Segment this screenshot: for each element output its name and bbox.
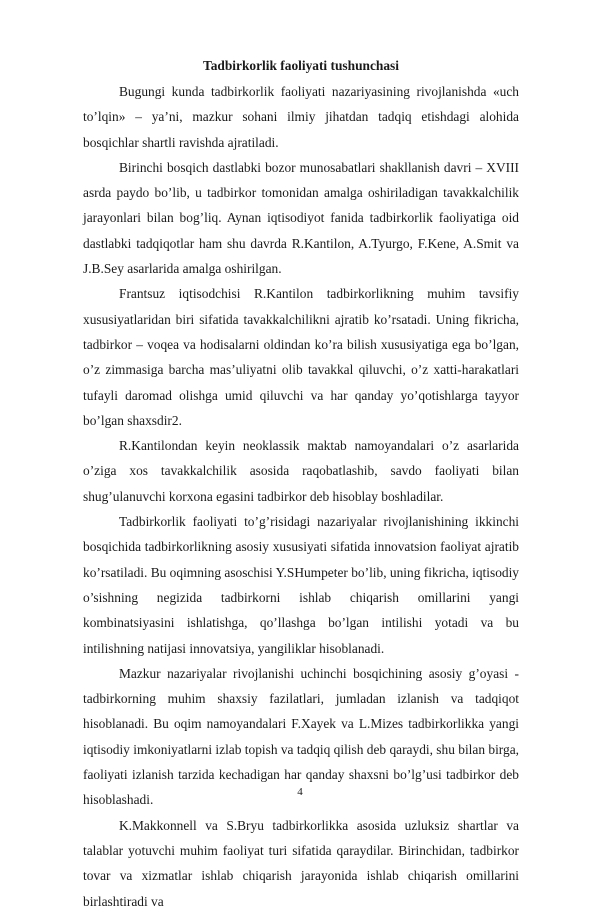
paragraph-4: R.Kantilondan keyin neoklassik maktab namoyandalari o’z asarlarida o’ziga xos tavakkalchilik asosida raqobatlashib, savdo faoliyati bilan shug’ulanuvchi korxona egasini tadbirkor deb hisoblay boshladilar.	[83, 438, 519, 504]
paragraph-3: Frantsuz iqtisodchisi R.Kantilon tadbirkorlikning muhim tavsifiy xususiyatlaridan biri sifatida tavakkalchilikni ajratib ko’rsatadi. Uning fikricha, tadbirkor – voqea va hodisalarni oldindan ko’ra bilish xususiyatiga ega bo’lgan, o’z zimmasiga barcha mas’uliyatni olib tavakkal qiluvchi, o’z xatti-harakatlari tufayli daromad olishga umid qiluvchi va har qanday yo’qotishlarga tayyor bo’lgan shaxsdir2.	[83, 286, 519, 428]
page-number: 4	[297, 786, 303, 798]
paragraph-5: Tadbirkorlik faoliyati to’g’risidagi nazariyalar rivojlanishining ikkinchi bosqichida tadbirkorlikning asosiy xususiyati sifatida innovatsion faoliyat ajratib ko’rsatiladi. Bu oqimning asoschisi Y.SHumpeter bo’lib, uning fikricha, iqtisodiy o’sishning negizida tadbirkorni ishlab chiqarish omillarini yangi kombinatsiyasini ishlatishga, qo’llashga bo’lgan intilishi yotadi va bu intilishning natijasi innovatsiya, yangiliklar hisoblanadi.	[83, 514, 519, 656]
paragraph-1: Bugungi kunda tadbirkorlik faoliyati nazariyasining rivojlanishda «uch to’lqin» – ya’ni, mazkur sohani ilmiy jihatdan tadqiq etishdagi alohida bosqichlar shartli ravishda ajratiladi.	[83, 84, 519, 150]
page-title: Tadbirkorlik faoliyati tushunchasi	[203, 58, 399, 73]
paragraph-6: Mazkur nazariyalar rivojlanishi uchinchi bosqichining asosiy g’oyasi - tadbirkorning muhim shaxsiy fazilatlari, jumladan izlanish va tadqiqot hisoblanadi. Bu oqim namoyandalari F.Xayek va L.Mizes tadbirkorlikka yangi iqtisodiy imkoniyatlarni izlab topish va tadqiq qilish deb qaraydi, shu bilan birga, faoliyati izlanish tarzida kechadigan har qanday shaxsni bo’lg’usi tadbirkor deb hisoblashadi.	[83, 665, 519, 808]
paragraph-7: K.Makkonnell va S.Bryu tadbirkorlikka asosida uzluksiz shartlar va talablar yotuvchi muhim faoliyat turi sifatida qaraydilar. Birinchidan, tadbirkor tovar va xizmatlar ishlab chiqarish jarayonida ishlab chiqarish omillarini birlashtiradi va	[83, 817, 519, 909]
paragraph-2: Birinchi bosqich dastlabki bozor munosabatlari shakllanish davri – XVIII asrda paydo bo’lib, u tadbirkor tomonidan amalga oshiriladigan tavakkalchilik jarayonlari bilan bog’liq. Aynan iqtisodiyot fanida tadbirkorlik faoliyatiga oid dastlabki tadqiqotlar ham shu davrda R.Kantilon, A.Tyurgo, F.Kene, A.Smit va J.B.Sey asarlarida amalga oshirilgan.	[83, 159, 519, 277]
